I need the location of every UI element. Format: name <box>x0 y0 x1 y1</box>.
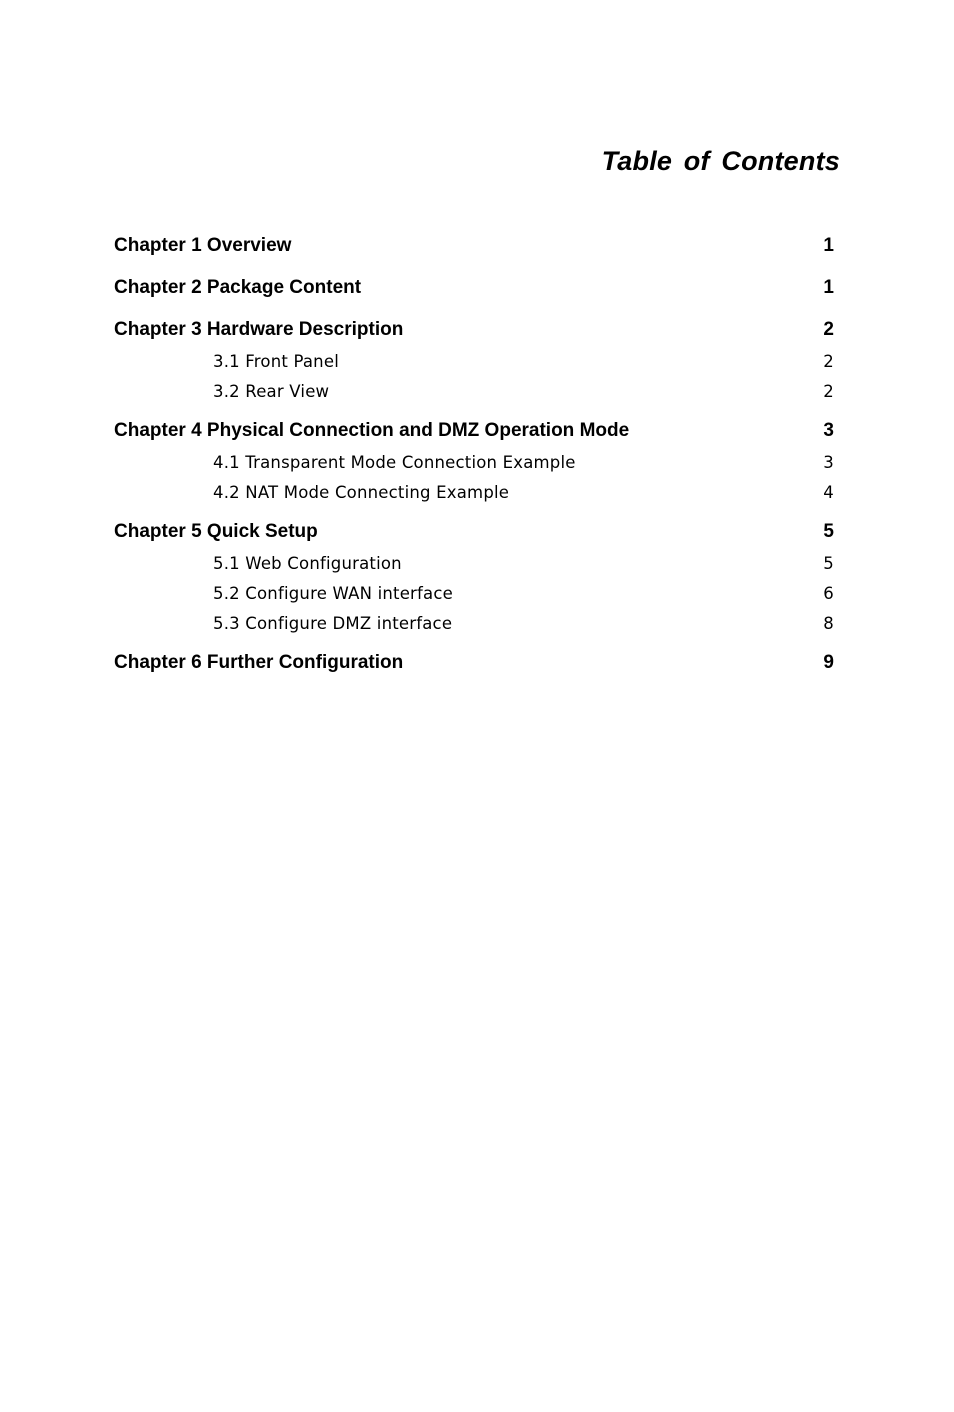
section-page-number: 3 <box>823 453 834 472</box>
toc-chapter-3 <box>114 319 834 404</box>
section-page-number: 2 <box>823 352 834 371</box>
toc-section-row[interactable] <box>114 453 834 483</box>
chapter-page-number: 3 <box>823 420 834 441</box>
chapter-page-number: 2 <box>823 319 834 340</box>
section-title: 4.1 Transparent Mode Connection Example <box>213 453 576 472</box>
section-page-number: 5 <box>823 554 834 573</box>
toc-section-row[interactable] <box>114 584 834 614</box>
section-page-number: 2 <box>823 382 834 401</box>
chapter-title: Chapter 3 Hardware Description <box>114 319 404 340</box>
toc-chapter-row[interactable] <box>114 420 834 446</box>
toc-chapter-row[interactable] <box>114 652 834 678</box>
table-of-contents <box>114 235 834 694</box>
chapter-title: Chapter 2 Package Content <box>114 277 362 298</box>
chapter-page-number: 1 <box>823 235 834 256</box>
toc-section-list <box>114 453 834 505</box>
section-title: 5.3 Configure DMZ interface <box>213 614 453 633</box>
toc-section-list <box>114 554 834 636</box>
chapter-title: Chapter 1 Overview <box>114 235 292 256</box>
chapter-title: Chapter 5 Quick Setup <box>114 521 318 542</box>
toc-section-row[interactable] <box>114 554 834 584</box>
toc-chapter-4 <box>114 420 834 505</box>
chapter-page-number: 9 <box>823 652 834 673</box>
section-page-number: 8 <box>823 614 834 633</box>
chapter-page-number: 5 <box>823 521 834 542</box>
chapter-page-number: 1 <box>823 277 834 298</box>
section-title: 3.2 Rear View <box>213 382 330 401</box>
toc-section-row[interactable] <box>114 483 834 505</box>
page-title: Table of Contents <box>601 146 840 176</box>
toc-chapter-5 <box>114 521 834 636</box>
toc-section-row[interactable] <box>114 382 834 404</box>
toc-section-row[interactable] <box>114 352 834 382</box>
toc-chapter-row[interactable] <box>114 235 834 261</box>
section-page-number: 4 <box>823 483 834 502</box>
section-title: 4.2 NAT Mode Connecting Example <box>213 483 510 502</box>
section-title: 5.1 Web Configuration <box>213 554 402 573</box>
toc-section-list <box>114 352 834 404</box>
toc-chapter-row[interactable] <box>114 521 834 547</box>
toc-chapter-row[interactable] <box>114 277 834 303</box>
toc-chapter-2 <box>114 277 834 303</box>
toc-chapter-1 <box>114 235 834 261</box>
section-title: 5.2 Configure WAN interface <box>213 584 453 603</box>
toc-chapter-6 <box>114 652 834 678</box>
section-title: 3.1 Front Panel <box>213 352 339 371</box>
toc-chapter-row[interactable] <box>114 319 834 345</box>
section-page-number: 6 <box>823 584 834 603</box>
chapter-title: Chapter 4 Physical Connection and DMZ Operation Mode <box>114 420 630 441</box>
toc-section-row[interactable] <box>114 614 834 636</box>
chapter-title: Chapter 6 Further Configuration <box>114 652 404 673</box>
